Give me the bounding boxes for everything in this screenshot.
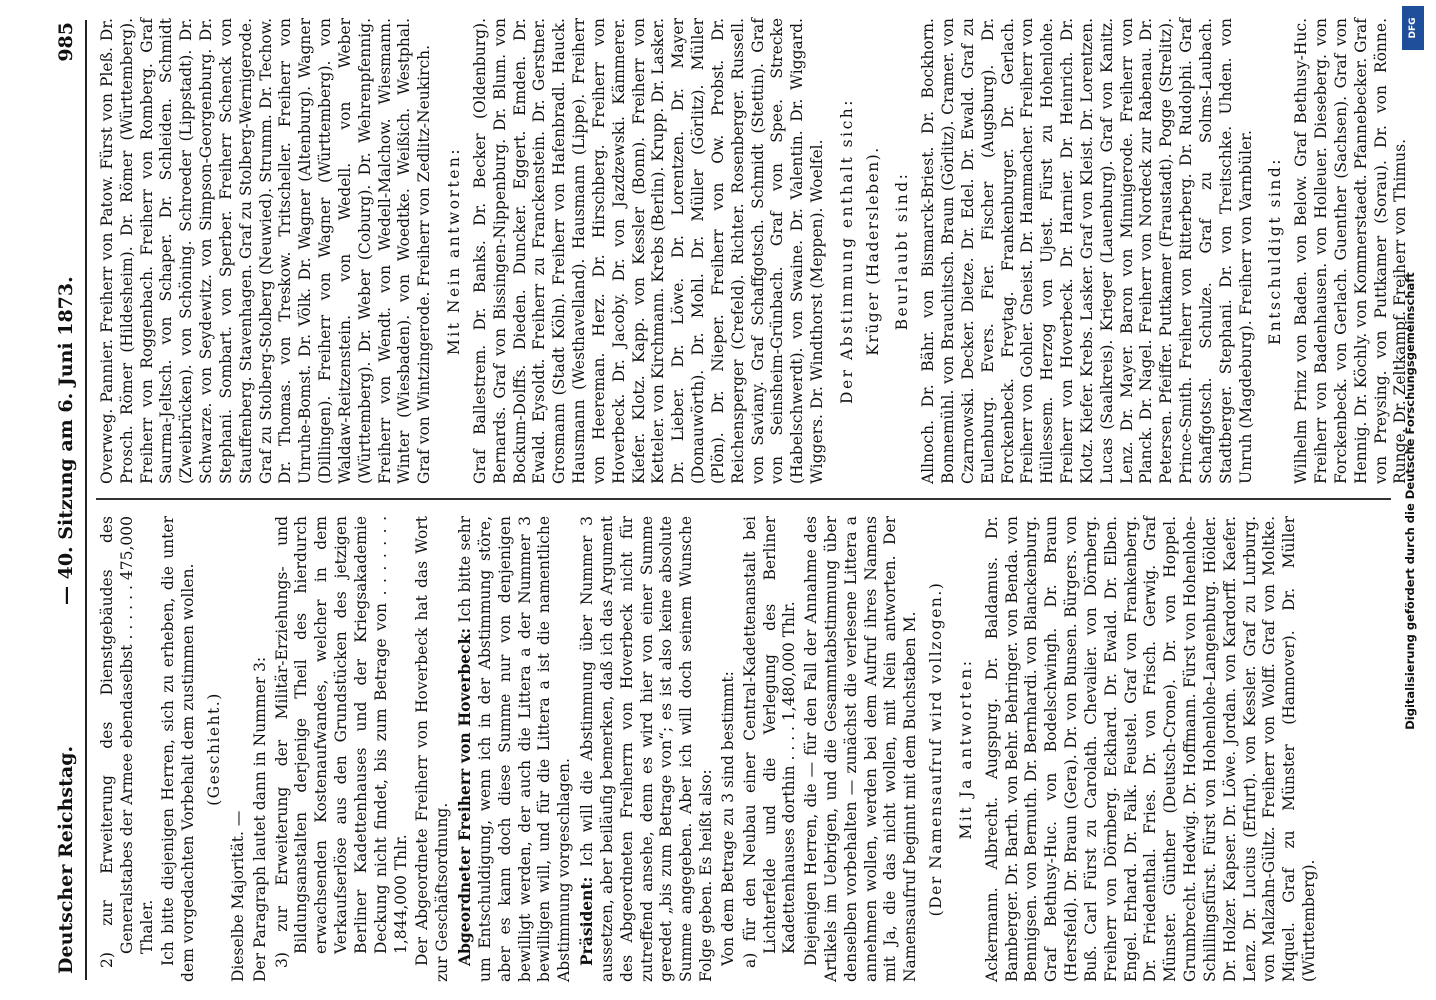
section-heading: Beurlaubt sind: — [893, 171, 912, 331]
page-header-session: — 40. Sitzung am 6. Juni 1873. — [55, 276, 77, 605]
name-list: Graf Ballestrem. Dr. Banks. Dr. Becker (Oldenburg). Bernards. Graf von Bissingen-Nippenburg. Dr. Blum. von Bockum-Dolffs. Dieden. Duncker. Eggert. Emden. Dr. Ewald. Eysoldt. Freiherr zu Franckenstein. Dr. Gerstner. Grosmann (Stadt Köln). Freiherr von Hafenbradl. Hauck. Hausmann (Westhavelland). Hausmann (Lippe). Freiherr von Heereman. Herz. Dr. Hirschberg. Freiherr von Hoverbeck. Dr. Jacoby. Dr. von Jazdzewski. Kämmerer. Kiefer. Klotz. Kapp. von Kessler (Bonn). Freiherr von Ketteler. von Kirchmann. Krebs (Berlin). Krupp. Dr. Lasker. Dr. Lieber. Dr. Löwe. Dr. Lorentzen. Dr. Mayer (Donauwörth). Dr. Mohl. Dr. Müller (Görlitz). Müller (Plön). Dr. Nieper. Freiherr von Ow. Probst. Dr. Reichensperger (Crefeld). Richter. Rosenberger. Russell. von Saviany. Graf Schaffgotsch. Schmidt (Stettin). Graf von Seinsheim-Grünbach. Graf von Spee. Strecke (Habelschwerdt). von Swaine. Dr. Valentin. Dr. Wiggard. Wiggers. Dr. Windthorst (Meppen). Woelfel. — [470, 18, 826, 484]
speech-paragraph — [455, 516, 575, 982]
speech-paragraph — [577, 516, 717, 982]
running-head — [55, 0, 85, 1000]
speech-text: Ich bitte sehr um Entschuldigung, wenn ich in der Abstimmung störe, aber es kann doch diese Summe nur von denjenigen bewilligt werden, der auch die Littera a der Nummer 3 bewilligen will, und für die Littera a ist die namentliche Abstimmung vorgeschlagen. — [456, 516, 574, 982]
speaker-name: Präsident: — [577, 876, 597, 966]
name-list: Allnoch. Dr. Bähr. von Bismarck-Briest. Dr. Bockhorn. Bonnemühl. von Brauchitsch. Braun (Görlitz). Cramer. von Czarnowski. Decker. Dietze. Dr. Edel. Dr. Ewald. Graf zu Eulenburg. Evers. Fier. Fischer (Augsburg). Dr. Forckenbeck. Freytag. Frankenburger. Dr. Gerlach. Freiherr von Gohler. Gneist. Dr. Hammacher. Freiherr von Hüllessem. Herzog von Ujest. Fürst zu Hohenlohe. Freiherr von Hoverbeck. Dr. Harnier. Dr. Heinrich. Dr. Klotz. Kiefer. Krebs. Lasker. Graf von Kleist. Dr. Lorentzen. Lucas (Saalkreis). Krieger (Lauenburg). Graf von Kanitz. Lenz. Dr. Mayer. Baron von Minnigerode. Freiherr von Planck. Dr. Nagel. Freiherr von Nordeck zur Rabenau. Dr. Petersen. Pfeiffer. Puttkamer (Fraustadt). Pogge (Strelitz). Prince-Smith. Freiherr von Ritterberg. Dr. Rudolphi. Graf Schaffgotsch. Schulze. Graf zu Solms-Laubach. Stadtberger. Stephani. Dr. von Treitschke. Uhden. von Unruh (Magdeburg). Freiherr von Varnbüler. — [919, 18, 1255, 484]
funding-text: Digitalisierung gefördert durch die Deutsche Forschungsgemeinschaft — [1403, 272, 1417, 730]
paragraph: Von dem Betrage zu 3 sind bestimmt: — [718, 671, 737, 966]
dfg-logo — [1402, 6, 1424, 50]
section-heading: Der Abstimmung enthalt sich: — [837, 98, 856, 404]
column-divider — [96, 498, 1391, 500]
paragraph: Der Abgeordnete Freiherr von Hoverbeck hat das Wort zur Geschäftsordnung. — [413, 516, 452, 982]
name-list: Wilhelm Prinz von Baden. von Below. Graf Bethusy-Huc. Freiherr von Badenhausen. von Holleuer. Dieseberg. von Forckenbeck. von Gerlach. Guenther (Sachsen). Graf von Hennig. Dr. Köchly. von Kommerstaedt. Pfannebecker. Graf von Preysing. von Puttkamer (Sorau). Dr. von Rönne. Runge. Dr. Zeltkampf. Freiherr von Thimus. — [1292, 18, 1410, 484]
paragraph: Der Paragraph lautet dann in Nummer 3: — [250, 656, 269, 982]
paragraph: a) für den Neubau einer Central-Kadettenanstalt bei Lichterfelde und die Verlegung des Berliner Kadettenhauses dorthin . . . . 1,480,000 Thlr. — [740, 516, 799, 968]
paragraph: 2) zur Erweiterung des Dienstgebäudes des Generalstabes der Armee ebendaselbst . . . . . . 475,000 Thaler. — [98, 516, 156, 968]
vote-heading: Mit Nein antworten: — [445, 146, 464, 356]
page-number: 985 — [55, 22, 77, 62]
stage-direction: (Geschieht.) — [205, 692, 224, 806]
header-rule — [85, 20, 87, 980]
name-list: Overweg. Pannier. Freiherr von Patow. Fürst von Pleß. Dr. Prosch. Römer (Hildesheim). Dr. Römer (Württemberg). Freiherr von Roggenbach. Freiherr von Romberg. Graf Saurma-Jeltsch. von Schaper. Dr. Schleiden. Schmidt (Zweibrücken). von Schöning. Schroeder (Lippstadt). Dr. Schwarze. von Seydewitz. von Simpson-Georgenburg. Dr. Stephani. Sombart. von Sperber. Freiherr Schenck von Stauffenberg. Stavenhagen. Graf zu Stolberg-Wernigerode. Graf zu Stolberg-Stolberg (Neuwied). Strumm. Dr. Techow. Dr. Thomas. von Treskow. Tritscheller. Freiherr von Unruhe-Bomst. Dr. Völk. Dr. Wagner (Altenburg). Wagner (Dillingen). Freiherr von Wagner (Württemberg). von Waldaw-Reitzenstein. von Wedell. von Weber (Württemberg). Dr. Weber (Coburg). Dr. Wehrenpfennig. Freiherr von Wendt. von Wedell-Malchow. Wiesmann. Winter (Wiesbaden). von Woedtke. Weißich. Westphal. Graf von Wintzingerode. Freiherr von Zedlitz-Neukirch. — [98, 18, 434, 484]
paragraph: Diejenigen Herren, die — für den Fall der Annahme des Artikels im Uebrigen, und die Gesammtabstimmung über denselben vorbehalten — zunächst die verlesene Littera a annehmen wollen, werden bei dem Aufruf ihres Namens mit Ja, die das nicht wollen, mit Nein antworten. Der Namensaufruf beginnt mit dem Buchstaben M. — [802, 516, 920, 982]
dfg-logo-text: DFG — [1408, 17, 1418, 39]
stage-direction: (Der Namensaufruf wird vollzogen.) — [927, 581, 946, 917]
speaker-name: Abgeordneter Freiherr von Hoverbeck: — [455, 627, 475, 966]
name-list: Ackermann. Albrecht. Augspurg. Dr. Baldamus. Dr. Bamberger. Dr. Barth. von Behr. Behringer. von Benda. von Bennigsen. von Bernuth. Dr. Bernhardi. von Blanckenburg. Graf Bethusy-Huc. von Bodelschwingh. Dr. Braun (Hersfeld). Dr. Braun (Gera). Dr. von Bunsen. Bürgers. von Buß. Carl Fürst zu Carolath. Chevalier. von Dörnberg. Freiherr von Dörnberg. Eckhard. Dr. Ewald. Dr. Elben. Engel. Erhard. Dr. Falk. Feustel. Graf von Frankenberg. Dr. Friedenthal. Fries. Dr. von Frisch. Gerwig. Graf Münster. Günther (Deutsch-Crone). Dr. von Hoppel. Grumbrecht. Hedwig. Dr. Hoffmann. Fürst von Hohenlohe-Schillingsfürst. Fürst von Hohenlohe-Langenburg. Hölder. Dr. Holzer. Kapser. Dr. Löwe. Jordan. von Kardorff. Kaefer. Lenz. Dr. Lucius (Erfurt). von Kessler. Graf zu Lurburg. von Malzahn-Gültz. Freiherr von Wolff. Graf von Moltke. Miquel. Graf zu Münster (Hannover). Dr. Müller (Württemberg). — [982, 516, 1319, 982]
vote-heading: Mit Ja antworten: — [956, 658, 975, 840]
page-header-title: Deutscher Reichstag. — [55, 745, 77, 974]
paragraph: Ich bitte diejenigen Herren, sich zu erheben, die unter dem vorgedachten Vorbehalt dem zustimmen wollen. — [159, 516, 198, 982]
name-list: Krüger (Hadersleben). — [863, 146, 882, 356]
left-column — [98, 516, 1388, 982]
speech-text: Ich will die Abstimmung über Nummer 3 aussetzen, aber beiläufig bemerken, daß ich das Argument des Abgeordneten Freiherrn von Hoverbeck nicht für zutreffend ansehe, denn es wird hier von einer Summe geredet „bis zum Betrage von“; es ist also keine absolute Summe angegeben. Aber ich will doch seinem Wunsche Folge geben. Es heißt also: — [578, 515, 716, 982]
paragraph: Dieselbe Majorität. — — [228, 810, 247, 982]
right-column — [98, 18, 1410, 484]
section-heading: Entschuldigt sind: — [1266, 156, 1285, 346]
funding-note — [1392, 6, 1428, 996]
paragraph: 3) zur Erweiterung der Militär-Erziehungs- und Bildungsanstalten derjenige Theil des hierdurch erwachsenden Kostenaufwandes, welcher in dem Verkaufserlöse aus den Grundstücken des jetzigen Berliner Kadettenhauses und der Kriegsakademie Deckung nicht findet, bis zum Betrage von . . . . . . . 1,844,000 Thlr. — [272, 516, 410, 968]
